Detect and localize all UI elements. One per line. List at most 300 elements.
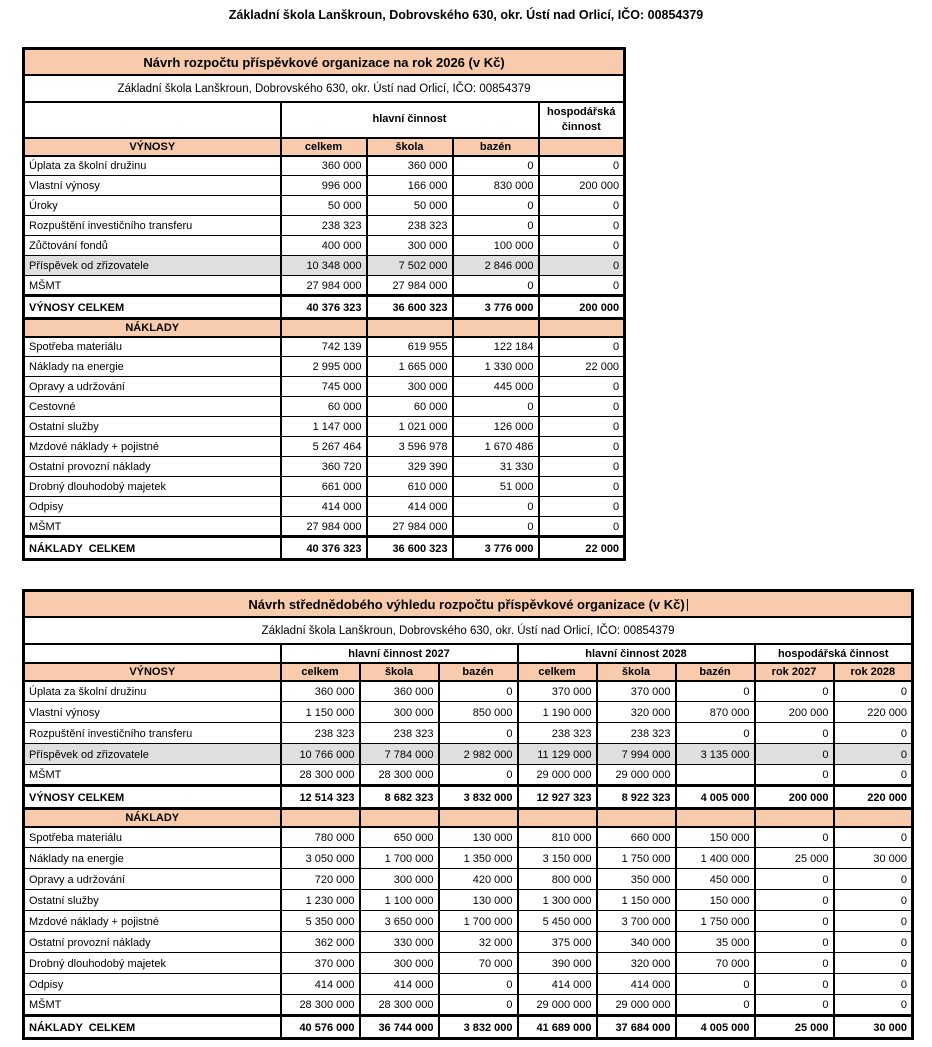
total-label: NÁKLADY CELKEM (24, 1016, 281, 1039)
cell-value: 130 000 (439, 890, 518, 911)
group-header: hlavní činnost (281, 102, 539, 138)
cell-value: 0 (755, 681, 834, 702)
cell-value: 25 000 (755, 848, 834, 869)
cell-value: 28 300 000 (360, 765, 439, 786)
cell-value: 0 (834, 744, 913, 765)
cell-value: 2 982 000 (439, 744, 518, 765)
cell-value: 27 984 000 (367, 517, 453, 537)
table-row (24, 397, 625, 417)
total-value: 41 689 000 (518, 1016, 597, 1039)
cell-value: 29 000 000 (518, 765, 597, 786)
cell-value: 0 (834, 974, 913, 995)
cell-value: 0 (539, 337, 625, 357)
table-title-text: Návrh střednědobého výhledu rozpočtu příspěvkové organizace (v Kč) (248, 597, 687, 612)
cell-value: 0 (834, 932, 913, 953)
cell-value: 1 700 000 (360, 848, 439, 869)
cell-value: 0 (539, 377, 625, 397)
total-row (24, 1016, 913, 1039)
cell-value: 5 450 000 (518, 911, 597, 932)
cell-value: 830 000 (453, 176, 539, 196)
cell-value: 414 000 (518, 974, 597, 995)
row-label: Úplata za školní družinu (24, 681, 281, 702)
cell-value: 1 147 000 (281, 417, 367, 437)
total-value: 30 000 (834, 1016, 913, 1039)
cell-value: 238 323 (367, 216, 453, 236)
cell-value: 0 (755, 911, 834, 932)
total-value: 12 927 323 (518, 786, 597, 809)
row-label: Příspěvek od zřizovatele (24, 744, 281, 765)
column-header-empty (518, 809, 597, 827)
row-label: Náklady na energie (24, 357, 281, 377)
cell-value: 375 000 (518, 932, 597, 953)
row-label: MŠMT (24, 765, 281, 786)
section-header-row (24, 319, 625, 337)
cell-value: 0 (539, 457, 625, 477)
cell-value: 0 (755, 827, 834, 848)
cell-value: 870 000 (676, 702, 755, 723)
cell-value: 810 000 (518, 827, 597, 848)
cell-value: 414 000 (281, 974, 360, 995)
cell-value: 1 190 000 (518, 702, 597, 723)
cell-value: 238 323 (360, 723, 439, 744)
cell-value: 414 000 (367, 497, 453, 517)
total-label: NÁKLADY CELKEM (24, 537, 281, 560)
cell-value: 0 (439, 995, 518, 1016)
group-header-row (24, 644, 913, 663)
cell-value: 5 267 464 (281, 437, 367, 457)
cell-value: 660 000 (597, 827, 676, 848)
cell-value: 200 000 (755, 702, 834, 723)
total-value: 8 922 323 (597, 786, 676, 809)
cell-value: 1 665 000 (367, 357, 453, 377)
total-value: 40 576 000 (281, 1016, 360, 1039)
cell-value: 29 000 000 (597, 765, 676, 786)
cell-value: 340 000 (597, 932, 676, 953)
column-header-empty (439, 809, 518, 827)
cell-value: 1 021 000 (367, 417, 453, 437)
cell-value: 0 (453, 497, 539, 517)
column-header: celkem (281, 138, 367, 156)
cell-value: 300 000 (360, 869, 439, 890)
table-row (24, 723, 913, 744)
table-row (24, 196, 625, 216)
total-value: 37 684 000 (597, 1016, 676, 1039)
column-header-empty (597, 809, 676, 827)
cell-value: 0 (439, 974, 518, 995)
table-row (24, 256, 625, 276)
cell-value: 0 (834, 869, 913, 890)
cell-value: 370 000 (281, 953, 360, 974)
column-header-empty (281, 319, 367, 337)
column-header-empty (453, 319, 539, 337)
column-header-empty (834, 809, 913, 827)
cell-value: 50 000 (281, 196, 367, 216)
row-label: Mzdové náklady + pojistné (24, 437, 281, 457)
cell-value: 220 000 (834, 702, 913, 723)
cell-value: 0 (834, 827, 913, 848)
group-header-row (24, 102, 625, 138)
cell-value: 3 596 978 (367, 437, 453, 457)
table-row (24, 437, 625, 457)
row-label: Vlastní výnosy (24, 176, 281, 196)
cell-value: 32 000 (439, 932, 518, 953)
table-row (24, 890, 913, 911)
cell-value: 150 000 (676, 890, 755, 911)
cell-value: 0 (453, 517, 539, 537)
table-row (24, 744, 913, 765)
cell-value: 1 150 000 (281, 702, 360, 723)
cell-value: 3 650 000 (360, 911, 439, 932)
cell-value: 350 000 (597, 869, 676, 890)
page-title: Základní škola Lanškroun, Dobrovského 630, okr. Ústí nad Orlicí, IČO: 00854379 (228, 8, 704, 22)
group-header: hlavní činnost 2028 (518, 644, 755, 663)
cell-value: 0 (453, 216, 539, 236)
cell-value: 0 (755, 890, 834, 911)
cell-value: 362 000 (281, 932, 360, 953)
row-label: MŠMT (24, 276, 281, 296)
cell-value: 300 000 (360, 702, 439, 723)
column-header: rok 2027 (755, 663, 834, 681)
total-value: 36 600 323 (367, 537, 453, 560)
cell-value: 0 (834, 681, 913, 702)
table-row (24, 236, 625, 256)
column-header-empty (755, 809, 834, 827)
section-header: NÁKLADY (24, 319, 281, 337)
cell-value: 0 (755, 995, 834, 1016)
table-row (24, 337, 625, 357)
total-value: 12 514 323 (281, 786, 360, 809)
cell-value: 0 (755, 765, 834, 786)
cell-value: 0 (439, 765, 518, 786)
total-label: VÝNOSY CELKEM (24, 786, 281, 809)
cell-value: 29 000 000 (597, 995, 676, 1016)
section-header-row (24, 138, 625, 156)
cell-value: 10 766 000 (281, 744, 360, 765)
column-header: celkem (518, 663, 597, 681)
row-label: Ostatní služby (24, 890, 281, 911)
cell-value: 166 000 (367, 176, 453, 196)
cell-value: 2 995 000 (281, 357, 367, 377)
total-value: 200 000 (755, 786, 834, 809)
row-label: Ostatní služby (24, 417, 281, 437)
row-label: Mzdové náklady + pojistné (24, 911, 281, 932)
row-label: Úplata za školní družinu (24, 156, 281, 176)
cell-value: 0 (539, 477, 625, 497)
cell-value: 60 000 (281, 397, 367, 417)
cell-value: 330 000 (360, 932, 439, 953)
total-row (24, 786, 913, 809)
column-header-empty (281, 809, 360, 827)
cell-value: 0 (453, 196, 539, 216)
cell-value: 28 300 000 (281, 765, 360, 786)
cell-value: 0 (539, 156, 625, 176)
cell-value: 0 (834, 890, 913, 911)
cell-value: 0 (755, 723, 834, 744)
section-header: VÝNOSY (24, 138, 281, 156)
table-row (24, 497, 625, 517)
table-row (24, 457, 625, 477)
row-label: Ostatní provozní náklady (24, 457, 281, 477)
cell-value: 238 323 (518, 723, 597, 744)
cell-value: 130 000 (439, 827, 518, 848)
cell-value: 1 150 000 (597, 890, 676, 911)
row-label: Opravy a udržování (24, 869, 281, 890)
row-label: Opravy a udržování (24, 377, 281, 397)
cell-value: 100 000 (453, 236, 539, 256)
cell-value: 414 000 (281, 497, 367, 517)
cell-value: 360 720 (281, 457, 367, 477)
cell-value: 414 000 (597, 974, 676, 995)
medium-term-outlook-table (22, 589, 914, 1040)
cell-value: 370 000 (597, 681, 676, 702)
cell-value: 35 000 (676, 932, 755, 953)
cell-value: 1 750 000 (597, 848, 676, 869)
column-header: bazén (453, 138, 539, 156)
row-label: Náklady na energie (24, 848, 281, 869)
table-row (24, 517, 625, 537)
cell-value: 650 000 (360, 827, 439, 848)
cell-value: 1 400 000 (676, 848, 755, 869)
total-value: 4 005 000 (676, 786, 755, 809)
table-subtitle: Základní škola Lanškroun, Dobrovského 630, okr. Ústí nad Orlicí, IČO: 00854379 (24, 75, 625, 102)
column-header: bazén (676, 663, 755, 681)
table-row (24, 377, 625, 397)
row-label: Spotřeba materiálu (24, 827, 281, 848)
row-label: Cestovné (24, 397, 281, 417)
cell-value: 7 784 000 (360, 744, 439, 765)
row-label: Vlastní výnosy (24, 702, 281, 723)
group-header: hospodářská činnost (539, 102, 625, 138)
section-header-row (24, 809, 913, 827)
cell-value: 780 000 (281, 827, 360, 848)
column-header-empty (360, 809, 439, 827)
cell-value: 360 000 (281, 681, 360, 702)
cell-value: 300 000 (367, 236, 453, 256)
cell-value: 70 000 (439, 953, 518, 974)
cell-value: 1 350 000 (439, 848, 518, 869)
row-label: Úroky (24, 196, 281, 216)
total-value: 3 832 000 (439, 1016, 518, 1039)
cell-value: 0 (676, 681, 755, 702)
total-value: 25 000 (755, 1016, 834, 1039)
cell-value: 7 994 000 (597, 744, 676, 765)
table-title (24, 591, 913, 617)
cell-value: 0 (539, 196, 625, 216)
row-label: Příspěvek od zřizovatele (24, 256, 281, 276)
cell-value: 0 (834, 995, 913, 1016)
cell-value: 320 000 (597, 702, 676, 723)
cell-value: 126 000 (453, 417, 539, 437)
table-row (24, 848, 913, 869)
total-value: 40 376 323 (281, 537, 367, 560)
group-header: hospodářská činnost (755, 644, 913, 663)
row-label: Zůčtování fondů (24, 236, 281, 256)
table-row (24, 995, 913, 1016)
total-value: 200 000 (539, 296, 625, 319)
cell-value: 0 (539, 236, 625, 256)
table-subtitle: Základní škola Lanškroun, Dobrovského 630, okr. Ústí nad Orlicí, IČO: 00854379 (24, 617, 913, 644)
cell-value: 27 984 000 (281, 276, 367, 296)
cell-value: 300 000 (360, 953, 439, 974)
row-label: Rozpuštění investičního transferu (24, 216, 281, 236)
cell-value: 800 000 (518, 869, 597, 890)
total-value: 4 005 000 (676, 1016, 755, 1039)
cell-value: 28 300 000 (360, 995, 439, 1016)
cell-value: 1 750 000 (676, 911, 755, 932)
cell-value: 27 984 000 (281, 517, 367, 537)
cell-value: 360 000 (367, 156, 453, 176)
cell-value: 3 135 000 (676, 744, 755, 765)
cell-value: 0 (539, 437, 625, 457)
cell-value: 70 000 (676, 953, 755, 974)
cell-value: 390 000 (518, 953, 597, 974)
cell-value: 2 846 000 (453, 256, 539, 276)
table-row (24, 911, 913, 932)
table-title-text: Návrh rozpočtu příspěvkové organizace na rok 2026 (v Kč) (143, 54, 505, 70)
section-header-row (24, 663, 913, 681)
cell-value: 0 (834, 911, 913, 932)
cell-value: 1 330 000 (453, 357, 539, 377)
table-row (24, 681, 913, 702)
cell-value: 0 (539, 517, 625, 537)
cell-value: 0 (755, 974, 834, 995)
cell-value: 742 139 (281, 337, 367, 357)
cell-value: 370 000 (518, 681, 597, 702)
row-label: Ostatní provozní náklady (24, 932, 281, 953)
row-label: Odpisy (24, 974, 281, 995)
cell-value: 238 323 (281, 216, 367, 236)
cell-value: 1 670 486 (453, 437, 539, 457)
cell-value: 0 (439, 723, 518, 744)
cell-value: 0 (676, 723, 755, 744)
cell-value: 400 000 (281, 236, 367, 256)
table-row (24, 932, 913, 953)
row-label: Drobný dlouhodobý majetek (24, 477, 281, 497)
total-value: 36 744 000 (360, 1016, 439, 1039)
cell-value: 29 000 000 (518, 995, 597, 1016)
row-label: Odpisy (24, 497, 281, 517)
cell-value: 414 000 (360, 974, 439, 995)
table-row (24, 276, 625, 296)
cell-value: 238 323 (281, 723, 360, 744)
cell-value: 150 000 (676, 827, 755, 848)
column-header: bazén (439, 663, 518, 681)
column-header: celkem (281, 663, 360, 681)
column-header-empty (676, 809, 755, 827)
cell-value: 27 984 000 (367, 276, 453, 296)
table-row (24, 702, 913, 723)
section-header: NÁKLADY (24, 809, 281, 827)
cell-value: 0 (834, 953, 913, 974)
cell-value: 0 (539, 256, 625, 276)
column-header-empty (367, 319, 453, 337)
cell-value: 0 (755, 869, 834, 890)
cell-value: 329 390 (367, 457, 453, 477)
column-header-empty (539, 138, 625, 156)
cell-value: 450 000 (676, 869, 755, 890)
column-header: škola (597, 663, 676, 681)
row-label: MŠMT (24, 517, 281, 537)
cell-value: 0 (453, 397, 539, 417)
column-header: škola (367, 138, 453, 156)
cell-value: 745 000 (281, 377, 367, 397)
cell-value: 1 700 000 (439, 911, 518, 932)
cell-value: 60 000 (367, 397, 453, 417)
cell-value: 300 000 (367, 377, 453, 397)
total-value: 3 776 000 (453, 296, 539, 319)
cell-value: 28 300 000 (281, 995, 360, 1016)
table-row (24, 357, 625, 377)
total-value: 220 000 (834, 786, 913, 809)
cell-value: 360 000 (281, 156, 367, 176)
cell-value: 7 502 000 (367, 256, 453, 276)
cell-value: 0 (676, 974, 755, 995)
cell-value: 1 230 000 (281, 890, 360, 911)
cell-value: 0 (755, 932, 834, 953)
cell-value: 619 955 (367, 337, 453, 357)
cell-value: 0 (453, 156, 539, 176)
row-label: Spotřeba materiálu (24, 337, 281, 357)
cell-value: 0 (539, 276, 625, 296)
cell-value: 420 000 (439, 869, 518, 890)
cell-value: 200 000 (539, 176, 625, 196)
cell-value: 122 184 (453, 337, 539, 357)
cell-value: 320 000 (597, 953, 676, 974)
table-row (24, 417, 625, 437)
total-row (24, 296, 625, 319)
cell-value: 996 000 (281, 176, 367, 196)
cell-value: 850 000 (439, 702, 518, 723)
row-label: Rozpuštění investičního transferu (24, 723, 281, 744)
cell-value: 0 (834, 723, 913, 744)
cell-value: 610 000 (367, 477, 453, 497)
cell-value: 0 (539, 397, 625, 417)
cell-value: 445 000 (453, 377, 539, 397)
group-header-empty (24, 102, 281, 138)
total-value: 36 600 323 (367, 296, 453, 319)
budget-2026-table (22, 47, 626, 561)
cell-value (676, 765, 755, 786)
table-title (24, 49, 625, 75)
column-header: rok 2028 (834, 663, 913, 681)
total-value: 40 376 323 (281, 296, 367, 319)
table-row (24, 953, 913, 974)
cell-value: 0 (755, 744, 834, 765)
cell-value: 1 300 000 (518, 890, 597, 911)
total-value: 3 776 000 (453, 537, 539, 560)
table-row (24, 827, 913, 848)
total-value: 8 682 323 (360, 786, 439, 809)
group-header-empty (24, 644, 281, 663)
cell-value: 0 (453, 276, 539, 296)
row-label: Drobný dlouhodobý majetek (24, 953, 281, 974)
total-value: 3 832 000 (439, 786, 518, 809)
cell-value: 0 (539, 216, 625, 236)
cell-value: 661 000 (281, 477, 367, 497)
total-row (24, 537, 625, 560)
cell-value: 30 000 (834, 848, 913, 869)
cell-value: 51 000 (453, 477, 539, 497)
cell-value: 0 (539, 417, 625, 437)
table-row (24, 156, 625, 176)
cell-value: 10 348 000 (281, 256, 367, 276)
group-header: hlavní činnost 2027 (281, 644, 518, 663)
cell-value: 22 000 (539, 357, 625, 377)
cell-value: 31 330 (453, 457, 539, 477)
cell-value: 1 100 000 (360, 890, 439, 911)
cell-value: 0 (676, 995, 755, 1016)
cell-value: 0 (834, 765, 913, 786)
